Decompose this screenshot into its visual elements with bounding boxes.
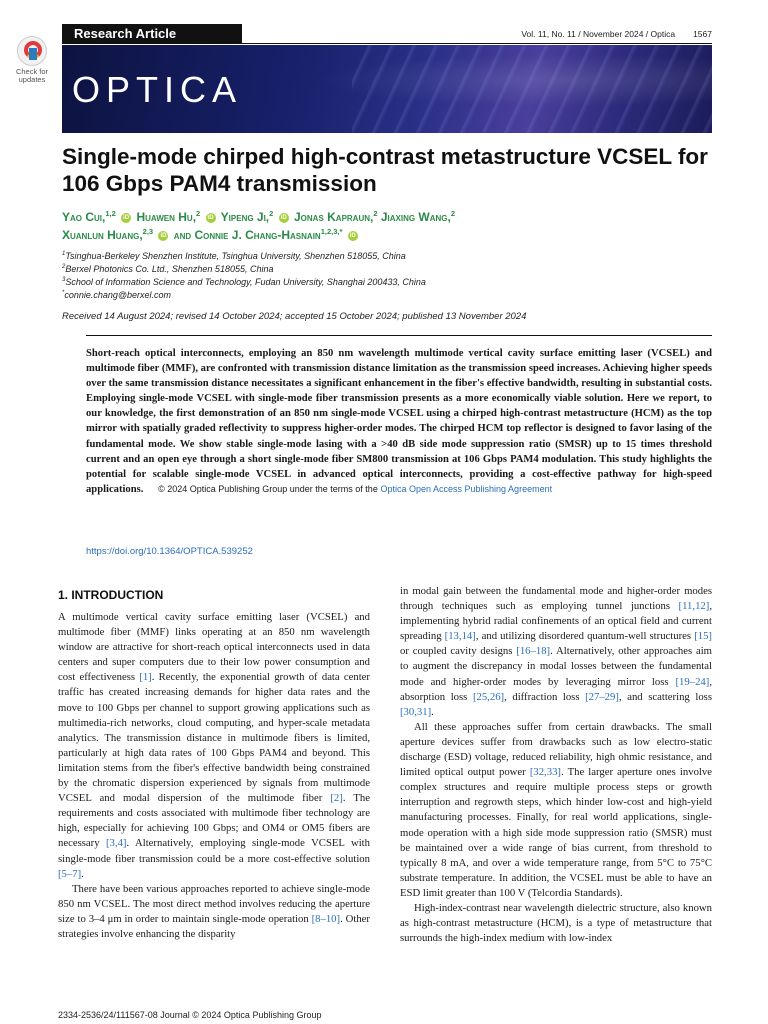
paragraph: All these approaches suffer from certain drawbacks. The small aperture devices suffer from drawbacks such as low electro-static discharge (ESD) voltage, reduced reliability, high ohmic resistance, and limited optical output power [32,33]. The larger aperture ones involve complex structures and require multiple process steps or growth interruption and regrowth steps, which hinder low-cost and high-yield manufacturing processes. Finally, for real world applications, single-mode operation with a high side mode suppression ratio (SMSR) must be maintained over a wide range of bias current, from threshold to typically 8 mA, and over a wide temperature range, from 5°C to 75°C substrate temperature. In addition, the VCSEL must be able to have an ESD limit greater than 100 V (Telcordia Standards). (400, 720, 712, 899)
page-footer: 2334-2536/24/111567-08 Journal © 2024 Optica Publishing Group (58, 1010, 322, 1020)
citation-link[interactable]: [2] (330, 792, 343, 805)
affiliation: $^2$Berxel Photonics Co. Ltd., Shenzhen 518055, China (62, 264, 274, 274)
article-type-label: Research Article (62, 24, 242, 44)
journal-meta (521, 24, 712, 44)
affiliation: $^3$School of Information Science and Technology, Fudan University, Shanghai 200433, China (62, 277, 426, 287)
abstract-text: Short-reach optical interconnects, employing an 850 nm wavelength multimode vertical cavity surface emitting laser (VCSEL) and multimode fiber (MMF), are confronted with transmission distance limitation as the transmission speed increases. Achieving higher speeds over the same transmission distance necessitates a significant enhancement in the fiber's effective bandwidth, resulting in substantial costs. Employing single-mode VCSEL with single-mode fiber transmission presents as a more economically viable solution. Here we report, to our knowledge, the first demonstration of an 850 nm single-mode VCSEL using a chirped high-contrast metastructure (HCM) as the top mirror with spatially graded reflectivity to suppress higher-order modes. The chirped HCM top reflector is designed to favor lasing of the fundamental mode. We show stable single-mode lasing with a >40 dB side mode suppression ratio (SMSR) up to 15 times threshold current and an open eye through a short single-mode fiber SM800 transmission at 106 Gbps PAM4 modulation. This study highlights the potential for scalable single-mode VCSEL in advanced optical interconnects, providing a cost-effective pathway for high-speed applications. (86, 348, 712, 495)
copyright-notice: © 2024 Optica Publishing Group under the terms of the (158, 483, 378, 494)
orcid-icon[interactable]: iD (207, 214, 214, 221)
orcid-icon[interactable]: iD (349, 232, 356, 239)
citation-link[interactable]: [8–10] (311, 912, 341, 925)
orcid-icon[interactable]: iD (280, 214, 287, 221)
paragraph: High-index-contrast near wavelength dielectric structure, also known as high-contrast metastructure (HCM), is a type of metastructure that surrounds the high-index medium with low-index (400, 901, 712, 945)
author: Jiaxing Wang,$^2$ (380, 209, 456, 224)
volume-info: Vol. 11, No. 11 / November 2024 / Optica (521, 29, 676, 39)
citation-link[interactable]: [19–24] (675, 675, 710, 688)
citation-link[interactable]: [32,33] (529, 766, 561, 779)
citation-link[interactable]: [16–18] (516, 645, 551, 658)
author: Huawen Hu,$^2$ (136, 209, 201, 224)
optica-logo: OPTICA (72, 69, 243, 110)
author: Yao Cui,$^{1,2}$ (62, 209, 116, 224)
citation-link[interactable]: [15] (694, 630, 712, 643)
doi-link[interactable]: https://doi.org/10.1364/OPTICA.539252 (86, 546, 253, 557)
citation-link[interactable]: [25,26] (472, 690, 505, 703)
body-column-left (58, 586, 370, 942)
paragraph: A multimode vertical cavity surface emitting laser (VCSEL) and multimode fiber (MMF) links operating at an 850 nm wavelength window are attractive for short-reach optical interconnects used in data centers and super computers due to their low power consumption and cost effectiveness [1]. Recently, the exponential growth of data center traffic has created increasing demands for higher data rates and the move to 100 Gbps per channel to support growing applications such as multimedia-rich networks, cloud computing, and hyper-scale metadata analytics. The transmission distance in multimode fibers is limited, particularly at high data rates of 100 Gbps PAM4 and beyond. This limitation stems from the fiber's effective bandwidth being constrained by the chromatic dispersion experienced by signals from multimode VCSEL and modal dispersion of the multimode fiber [2]. The requirements and costs associated with multimode fiber technology are high, especially for achieving 100 Gbps; and OM4 or OM5 fibers are necessary [3,4]. Alternatively, employing single-mode VCSEL with single-mode fiber transmission could be a more cost-effective solution [5–7]. (58, 611, 370, 880)
citation-link[interactable]: [13,14] (444, 630, 476, 643)
banner-decoration (352, 45, 712, 133)
citation-link[interactable]: [11,12] (678, 600, 710, 613)
citation-link[interactable]: [1] (139, 671, 152, 684)
affiliations (62, 250, 712, 302)
citation-link[interactable]: [5–7] (58, 867, 82, 880)
paper-title: Single-mode chirped high-contrast metastructure VCSEL for 106 Gbps PAM4 transmission (62, 144, 708, 196)
affiliation: $^1$Tsinghua-Berkeley Shenzhen Institute, Tsinghua University, Shenzhen 518055, China (62, 251, 406, 261)
article-header (62, 24, 712, 44)
section-heading: 1. INTRODUCTION (58, 588, 164, 602)
paragraph: There have been various approaches reported to achieve single-mode 850 nm VCSEL. The most direct method involves reducing the aperture size to 3–4 μm in order to maintain single-mode operation [8–10]. Other strategies involve enhancing the disparity (58, 882, 370, 940)
orcid-icon[interactable]: iD (160, 232, 167, 239)
author: Jonas Kapraun,$^2$ (294, 209, 378, 224)
author-list (62, 208, 712, 244)
corresponding-email[interactable]: *connie.chang@berxel.com (62, 290, 172, 300)
journal-banner (62, 45, 712, 133)
abstract (86, 346, 712, 497)
abstract-divider (86, 335, 712, 336)
orcid-icon[interactable]: iD (123, 214, 130, 221)
publication-history: Received 14 August 2024; revised 14 October 2024; accepted 15 October 2024; published 13 November 2024 (62, 311, 527, 322)
citation-link[interactable]: [27–29] (585, 690, 619, 703)
check-for-updates-badge[interactable] (10, 36, 54, 84)
citation-link[interactable]: [3,4] (106, 837, 127, 850)
crossmark-icon (17, 36, 47, 66)
author: Xuanlun Huang,$^{2,3}$ (62, 227, 154, 242)
author: Yipeng Ji,$^2$ (220, 209, 274, 224)
author: and Connie J. Chang-Hasnain$^{1,2,3,*}$ (173, 227, 343, 242)
open-access-link[interactable]: Optica Open Access Publishing Agreement (380, 483, 553, 494)
badge-label: Check for updates (15, 67, 49, 84)
page-number: 1567 (693, 29, 712, 39)
body-column-right (400, 584, 712, 946)
paragraph: in modal gain between the fundamental mode and higher-order modes through techniques such as employing tunnel junctions [11,12], implementing hybrid radial confinements of an optical field and current spreading [13,14], and utilizing disordered quantum-well structures [15] or coupled cavity designs [16–18]. Alternatively, other approaches aim to augment the discrepancy in modal losses between the fundamental mode and higher-order modes by leveraging mirror loss [19–24], absorption loss [25,26], diffraction loss [27–29], and scattering loss [30,31]. (400, 585, 712, 718)
citation-link[interactable]: [30,31] (400, 705, 432, 718)
